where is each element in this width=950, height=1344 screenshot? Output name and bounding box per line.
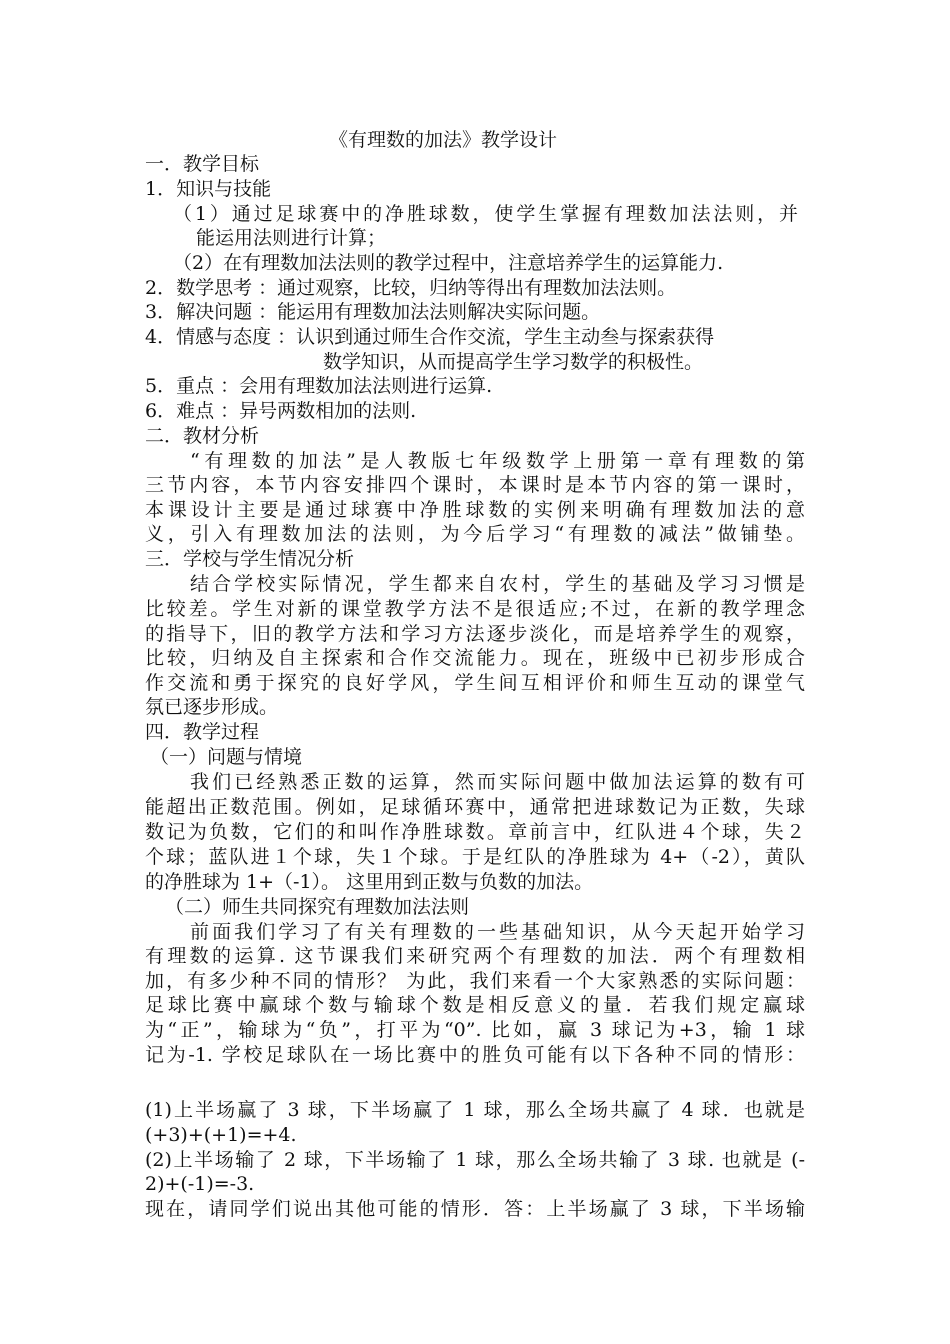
text-line: (2)上半场输了 2 球，下半场输了 1 球，那么全场共输了 3 球. 也就是 (- <box>145 1149 805 1171</box>
text-line: 2．数学思考 ：通过观察，比较，归纳等得出有理数加法法则。 <box>145 277 677 299</box>
text-line: 数记为负数，它们的和叫作净胜球数。章前言中，红队进４个球，失２ <box>145 821 805 843</box>
text-line: 比较，归纳及自主探索和合作交流能力。现在，班级中已初步形成合 <box>145 647 805 669</box>
text-line: 有理数的运算. 这节课我们来研究两个有理数的加法．两个有理数相 <box>145 945 805 967</box>
text-line: “有理数的加法”是人教版七年级数学上册第一章有理数的第 <box>190 450 805 472</box>
text-line: （2）在有理数加法法则的教学过程中，注意培养学生的运算能力. <box>173 252 724 274</box>
text-line: 1．知识与技能 <box>145 178 272 200</box>
text-line: 4．情感与态度 ：认识到通过师生合作交流，学生主动叁与探索获得 <box>145 326 715 348</box>
text-line: 3．解决问题 ：能运用有理数加法法则解决实际问题。 <box>145 301 601 323</box>
text-line: 的净胜球为 1+（-1）。 这里用到正数与负数的加法。 <box>145 871 594 893</box>
text-line: 5．重点 ：会用有理数加法法则进行运算. <box>145 375 493 397</box>
text-line: 二．教材分析 <box>145 425 260 447</box>
text-line: 现在，请同学们说出其他可能的情形．答：上半场赢了 3 球，下半场输 <box>145 1198 805 1220</box>
text-line: 2)+(-1)=-3. <box>145 1173 255 1195</box>
text-line: 数学知识，从而提高学生学习数学的积极性。 <box>323 351 704 373</box>
text-line: （二）师生共同探究有理数加法法则 <box>165 896 470 918</box>
text-line: 三．学校与学生情况分析 <box>145 548 355 570</box>
text-line: （一）问题与情境 <box>150 746 303 768</box>
text-line: 足球比赛中赢球个数与输球个数是相反意义的量．若我们规定赢球 <box>145 994 805 1016</box>
text-line: (1)上半场赢了 3 球，下半场赢了 1 球，那么全场共赢了 4 球．也就是 <box>145 1099 805 1121</box>
text-line: 前面我们学习了有关有理数的一些基础知识，从今天起开始学习 <box>190 921 805 943</box>
text-line: 个球；蓝队进１个球，失１个球。于是红队的净胜球为 4+（-2），黄队 <box>145 846 805 868</box>
text-line: 能超出正数范围。例如，足球循环赛中，通常把进球数记为正数，失球 <box>145 796 805 818</box>
text-line: 记为-1. 学校足球队在一场比赛中的胜负可能有以下各种不同的情形： <box>145 1044 805 1066</box>
text-line: 比较差。学生对新的课堂教学方法不是很适应;不过，在新的教学理念 <box>145 598 805 620</box>
text-line: 结合学校实际情况，学生都来自农村，学生的基础及学习习惯是 <box>190 573 805 595</box>
text-line: 三节内容，本节内容安排四个课时，本课时是本节内容的第一课时， <box>145 474 805 496</box>
text-line: 我们已经熟悉正数的运算，然而实际问题中做加法运算的数有可 <box>190 771 805 793</box>
text-line: (+3)+(+1)=+4. <box>145 1124 297 1146</box>
text-line: 义，引入有理数加法的法则，为今后学习“有理数的减法”做铺垫。 <box>145 523 805 545</box>
text-line: 的指导下，旧的教学方法和学习方法逐步淡化，而是培养学生的观察， <box>145 623 805 645</box>
text-line: 本课设计主要是通过球赛中净胜球数的实例来明确有理数加法的意 <box>145 499 805 521</box>
text-line: 四．教学过程 <box>145 721 260 743</box>
text-line: 为“正”，输球为“负”，打平为“0”. 比如，赢 3 球记为+3，输 1 球 <box>145 1019 805 1041</box>
text-line: （1）通过足球赛中的净胜球数，使学生掌握有理数加法法则，并 <box>173 203 798 225</box>
text-line: 6．难点 ：异号两数相加的法则. <box>145 400 417 422</box>
text-line: 能运用法则进行计算； <box>196 227 387 249</box>
text-line: 作交流和勇于探究的良好学风，学生间互相评价和师生互动的课堂气 <box>145 672 805 694</box>
document-title: 《有理数的加法》教学设计 <box>329 129 558 151</box>
text-line: 一．教学目标 <box>145 153 260 175</box>
text-line: 氛已逐步形成。 <box>145 696 279 718</box>
text-line: 加，有多少种不同的情形？ 为此，我们来看一个大家熟悉的实际问题： <box>145 970 805 992</box>
